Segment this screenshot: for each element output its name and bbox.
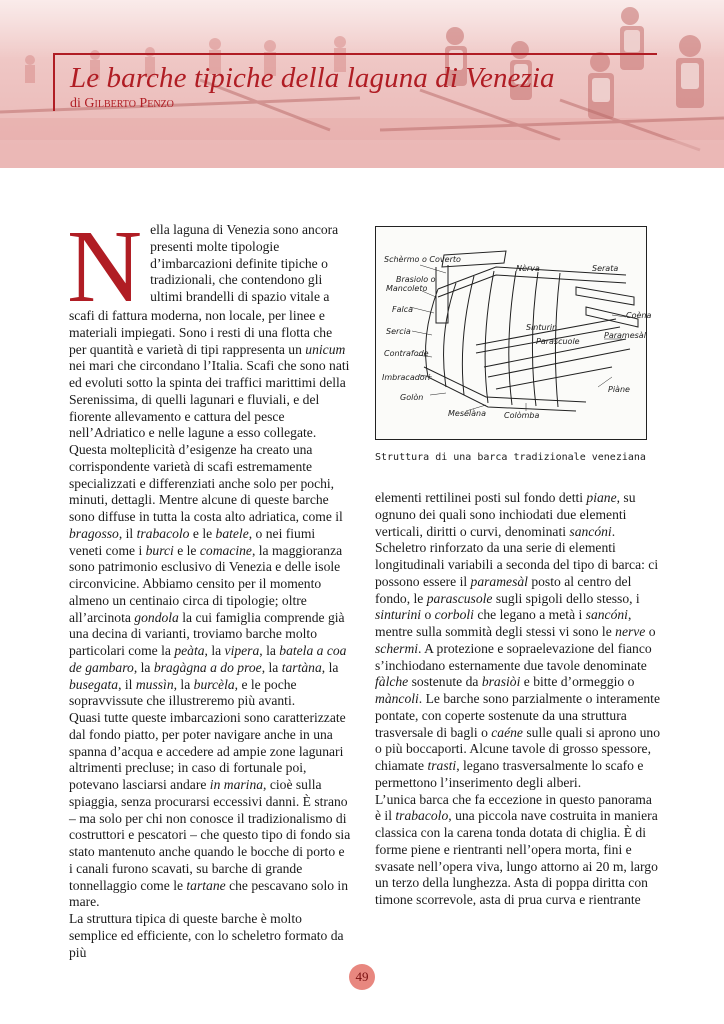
- text-run: L’unica barca che fa eccezione in questo panorama è il: [375, 791, 652, 824]
- italic-term: nerve: [615, 624, 646, 639]
- article-column-right: [375, 490, 661, 909]
- page-number: 49: [349, 964, 375, 990]
- italic-term: trasti: [427, 758, 457, 773]
- italic-term: trabacolo: [136, 525, 190, 541]
- italic-term: schermi: [375, 640, 419, 656]
- label-paramesal: Paramesàl: [604, 331, 646, 340]
- intro-line: ella laguna di Venezia sono ancora: [150, 222, 339, 237]
- label-imbracadori: Imbracadori: [382, 373, 431, 382]
- text-run: , la: [173, 676, 194, 692]
- paragraph: [69, 308, 351, 442]
- title-rule: [53, 53, 657, 55]
- article-column-left: [67, 209, 351, 961]
- paragraph: [375, 490, 661, 540]
- italic-term: comacine: [199, 542, 252, 558]
- text-run: e le: [173, 542, 200, 558]
- text-run: posto al centro del fondo, le: [375, 573, 632, 606]
- italic-term: bragàgna a do proe: [153, 659, 262, 675]
- text-run: , la: [259, 643, 280, 658]
- label-falca: Falca: [392, 305, 414, 314]
- italic-term: tartàna: [281, 659, 322, 675]
- text-run: Scheletro rinforzato da una serie di elementi longitudinali variabili a seconda del tipo di barca: ci possono essere il: [375, 540, 659, 589]
- label-contrafode: Contrafode: [384, 349, 429, 358]
- text-run: e bitte d’ormeggio o: [520, 674, 635, 690]
- text-run: o: [645, 624, 656, 639]
- text-run: , la: [133, 659, 154, 675]
- paragraph: [69, 442, 351, 710]
- text-run: , la maggioranza sono patrimonio esclusivo di Venezia e delle isole circonvicine. Abbiamo censito per il momento almeno un centinaio circa di tipologie; oltre all’arcinota: [69, 542, 343, 625]
- italic-term: sinturini: [375, 607, 422, 623]
- label-mancoleto: Mancoleto: [386, 284, 428, 293]
- label-meselana: Meselàna: [448, 409, 487, 418]
- text-run: , mentre sulla sommità degli stessi vi sono le: [375, 607, 632, 639]
- paragraph: [375, 540, 661, 791]
- italic-term: mussìn: [135, 676, 174, 692]
- text-run: La struttura tipica di queste barche è molto semplice ed efficiente, con lo scheletro formato da più: [69, 911, 344, 960]
- text-run: , legano trasversalmente lo scafo e permettono l’inserimento degli alberi.: [375, 758, 644, 790]
- text-run: , il: [118, 676, 136, 692]
- figure-caption: Struttura di una barca tradizionale veneziana: [375, 452, 646, 463]
- text-run: , su ognuno dei quali sono inchiodati due elementi verticali, diritti o curvi, denominati: [375, 490, 636, 539]
- text-run: sulle quali si aprono uno o più boccaporti. Alcune tavole di grosso spessore, chiamate: [375, 724, 661, 773]
- text-run: elementi rettilinei posti sul fondo detti: [375, 490, 587, 505]
- italic-term: trabacolo: [395, 808, 449, 824]
- text-run: scafi di fattura moderna, non locale, per linee e materiali impiegati. Sono i resti di una flotta che per quantità e varietà di tipi rappresenta un: [69, 308, 333, 357]
- text-run: , e le poche sopravvissute che illustreremo più avanti.: [69, 676, 297, 709]
- label-brasiolo: Brasiolo o: [396, 275, 436, 284]
- label-nerva: Nèrva: [516, 264, 540, 273]
- intro-line: ultimi brandelli di spazio vitale a: [150, 289, 330, 304]
- text-run: che legano a metà i: [473, 607, 586, 623]
- text-run: Questa molteplicità d’esigenze ha creato una corrispondente varietà di scafi estremamente specializzati e differenziati anche solo per pochi, minuti, dettagli. Mentre alcune di queste barche sono diffuse in tutta la costa alto adriatica, come il: [69, 442, 343, 524]
- italic-term: batele: [215, 525, 249, 541]
- text-run: .: [611, 523, 616, 539]
- text-run: , una piccola nave costruita in maniera classica con la carena tonda dotata di chiglia. È di forme piene e rientranti nell’opera morta, fini e svasate nell’opera viva, lungo attorno ai 20 m, largo un terzo della lunghezza. Asta di poppa diritta con timone scorrevole, asta di prua curva e rientrante: [375, 808, 658, 907]
- text-run: , la: [261, 659, 282, 675]
- text-run: , o nei fiumi veneti come i: [69, 525, 316, 558]
- italic-term: busegata: [69, 676, 119, 692]
- italic-term: màncoli: [375, 691, 419, 706]
- text-run: , il: [118, 525, 137, 541]
- italic-term: sancóni: [585, 607, 628, 623]
- label-piane: Piàne: [608, 385, 630, 394]
- italic-term: burci: [145, 542, 174, 558]
- paragraph: [69, 710, 351, 911]
- boat-structure-figure: [375, 226, 652, 440]
- byline-prefix: di: [70, 96, 81, 111]
- italic-term: unicum: [305, 341, 346, 357]
- text-run: nei mari che circondano l’Italia. Scafi che sono nati ed evoluti sotto la spinta dei traffici marittimi della Serenissima, di quelli lagunari e fluviali, e del fiorente allevamento e cattura del pesce nell’Adriatico e nelle lagune a esso collegate.: [69, 358, 350, 441]
- label-colomba: Colòmba: [504, 411, 540, 420]
- text-run: Quasi tutte queste imbarcazioni sono caratterizzate dal fondo piatto, per poter navigare anche in una spanna d’acqua e accedere ad ampie zone lagunari altrimenti precluse; in caso di fortunale poi, potevano lasciarsi andare: [69, 710, 346, 792]
- byline: [70, 96, 174, 112]
- italic-term: tartane: [186, 877, 226, 893]
- intro-line: presenti molte tipologie: [150, 238, 280, 254]
- intro-line: tradizionali, che contendono gli: [150, 272, 323, 288]
- label-sinturin: Sinturin: [526, 323, 558, 332]
- label-sercia: Sercia: [386, 327, 411, 336]
- italic-term: corboli: [434, 607, 474, 623]
- italic-term: paramesàl: [470, 573, 528, 589]
- text-run: , cioè sulla spiaggia, senza procurarsi eccessivi danni. È strano – ma solo per chi non conosce il tradizionalismo di costruttori e pescatori – che questo tipo di fondo sia stato mantenuto anche quando le bocche di porto e i canali furono scavati, su barche di grande tonnellaggio come le: [69, 777, 351, 893]
- text-run: che pescavano solo in mare.: [69, 877, 348, 910]
- italic-term: caéne: [491, 724, 523, 740]
- italic-term: sancóni: [569, 523, 612, 539]
- italic-term: burcèla: [193, 676, 235, 692]
- italic-term: bragosso: [69, 525, 119, 541]
- author-name: Gilberto Penzo: [84, 96, 174, 111]
- label-coena: Coèna: [626, 311, 652, 320]
- intro-line: d’imbarcazioni definite tipiche o: [150, 255, 328, 271]
- drop-cap: N: [67, 209, 143, 324]
- text-run: . A protezione e sopraelevazione del fianco s’inchiodano esternamente due tavole denominate: [375, 640, 652, 673]
- italic-term: in marina: [209, 777, 264, 792]
- text-run: , la: [321, 659, 339, 675]
- text-run: , la: [204, 643, 225, 658]
- italic-term: batela a coa de gambaro: [69, 643, 347, 675]
- title-rule-vertical: [53, 53, 55, 111]
- italic-term: peàta: [174, 643, 205, 658]
- italic-term: gondola: [134, 609, 179, 625]
- text-run: sugli spigoli dello stesso, i: [492, 590, 640, 606]
- text-run: o: [421, 607, 435, 623]
- text-run: sostenute da: [408, 674, 482, 690]
- paragraph: [69, 911, 351, 961]
- article-title: Le barche tipiche della laguna di Venezia: [70, 62, 555, 94]
- italic-term: brasiòi: [481, 674, 521, 690]
- italic-term: parascusole: [426, 590, 493, 606]
- label-parascuole: Parascuole: [536, 337, 580, 346]
- italic-term: piane: [586, 490, 617, 505]
- text-run: e le: [189, 525, 216, 541]
- italic-term: vipera: [224, 643, 260, 658]
- label-serata: Serata: [592, 264, 619, 273]
- paragraph: [375, 792, 661, 909]
- text-run: . Le barche sono parzialmente o interamente pontate, con coperte sostenute da una struttura trasversale di bagli o: [375, 691, 660, 740]
- label-schermo: Schèrmo o Coverto: [384, 255, 461, 264]
- label-golon: Golòn: [400, 393, 424, 402]
- italic-term: fàlche: [375, 674, 409, 690]
- text-run: la cui famiglia comprende già una decina di varianti, troviamo barche molto particolari come la: [69, 609, 345, 658]
